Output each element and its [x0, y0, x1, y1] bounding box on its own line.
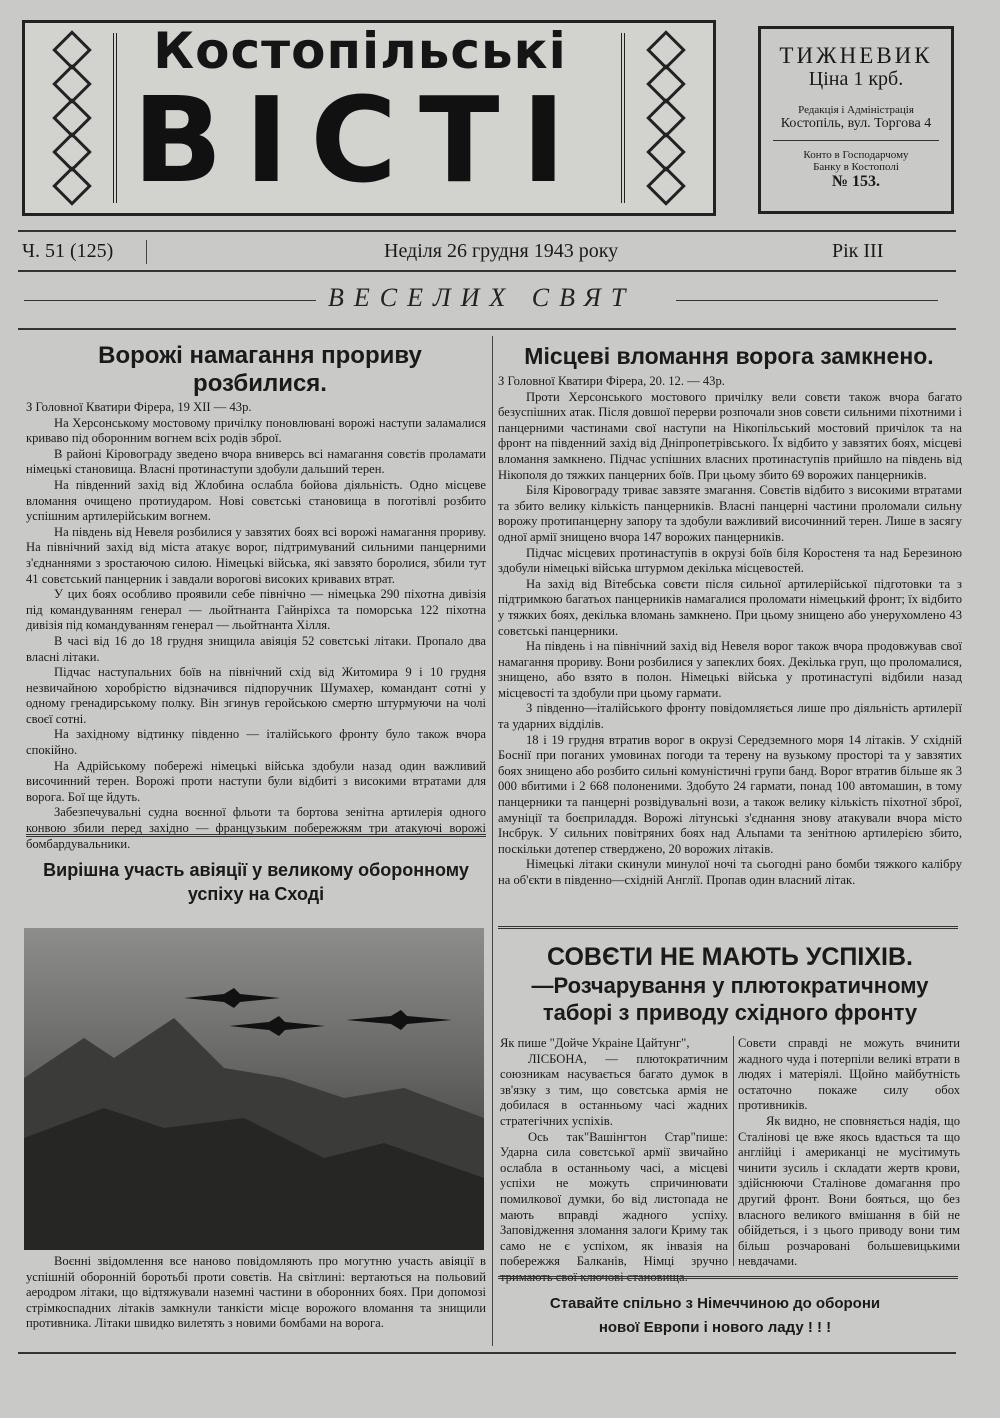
aircraft-icon — [346, 1010, 452, 1030]
aircraft-icon — [184, 988, 280, 1008]
paragraph: На захід від Вітебська совєти після сильної артилерійської підготовки та з підтримкою багатьох панцерників намагалися проломати німецький фронт; їх відбито у тяжких боях, декілька вломань замкнено. При цьому знищено або унерухомлено 43 совєтські панцерники. — [498, 576, 962, 638]
account-line-1: Конто в Господарчому — [803, 148, 909, 161]
issue-divider — [146, 240, 147, 264]
headline-aviation: Вирішна участь авіяції у великому оборонному успіху на Сході — [43, 860, 469, 904]
dateline-rule — [18, 270, 956, 272]
article-dateline: З Головної Кватири Фірера, 19 XII — 43р. — [26, 400, 252, 414]
top-rule — [18, 230, 956, 232]
issue-date: Неділя 26 грудня 1943 року — [384, 240, 619, 262]
paragraph: Німецькі літаки скинули минулої ночі та сьогодні рано бомби тяжкого калібру на об'єкти в південно—східній Англії. Пропав один власний літак. — [498, 857, 962, 887]
headline-left: Ворожі намагання прориву розбилися. — [98, 342, 422, 397]
slogan-top-rule — [498, 1276, 958, 1279]
editorial-label: Редакція і Адміністрація — [798, 104, 914, 117]
paragraph: Підчас наступальних боїв на північний схід від Житомира 9 і 10 грудня незвичайною хоробрістю відзначився підпоручник Шумахер, командант сотні у одному гренадирському полку. Він згинув геройською смертю штурмуючи на чолі своєї сотні. — [26, 665, 486, 726]
paragraph: Як пише "Дойче Украіне Цайтунг", — [500, 1036, 690, 1050]
subheadline-soviets: —Розчарування у плютократичному таборі з приводу східного фронту — [531, 973, 929, 1025]
paragraph: Біля Кіровограду триває завзяте змагання. Совєтів відбито з високими втратами та збито велику кількість панцерників. Власні панцерні частини проломали сильну ворожу протипанцерну запору та здобули важливий височинний терен. Лише в засягу одної армії знищено вчора 147 ворожих панцерників. — [498, 483, 962, 544]
paragraph: Забезпечувальні судна воєнної фльоти та бортова зенітна артилерія одного конвою збили перед західно — французьким побережжям три атакуючі ворожі бомбардувальники. — [26, 805, 486, 851]
holiday-banner: ВЕСЕЛИХ СВЯТ — [328, 283, 636, 312]
paragraph: На південний захід від Жлобина ослабла бойова діяльність. Одно місцеве вломання очищено протиударом. Нові совєтські становища в поготівлі розбито успішним артилерійським вогнем. — [26, 477, 486, 524]
paragraph: На Адрійському побережі німецькі війська здобули назад один важливий височинний терен. Ворожі проти наступи були відбиті з високими втратами для ворога. Бої ще йдуть. — [26, 758, 486, 804]
aviation-top-rule — [26, 834, 486, 837]
paragraph: На Херсонському мостовому причілку поновлювані ворожі наступи заламалися криваво під оборонним вогнем всіх родів зброї. — [26, 415, 486, 446]
headline-right: Місцеві вломання ворога замкнено. — [524, 343, 934, 369]
article-left — [26, 400, 486, 852]
article-dateline: З Головної Кватири Фірера, 20. 12. — 43р. — [498, 374, 725, 388]
paragraph: З південно—італійського фронту повідомляється лише про діяльність артилерії та ударних відділів. — [498, 701, 962, 732]
aircraft-group — [184, 988, 452, 1036]
column-divider — [492, 336, 493, 1346]
banner-rule-left — [24, 300, 316, 301]
soviets-column-2 — [738, 1036, 960, 1270]
headline-soviets: СОВЄТИ НЕ МАЮТЬ УСПІХІВ. — [547, 943, 913, 971]
weekly-label: ТИЖНЕВИК — [779, 43, 933, 68]
war-photo — [24, 928, 484, 1250]
bottom-rule — [18, 1352, 956, 1354]
paragraph: В районі Кіровограду зведено вчора вниверсь всі намагання совєтів проламати німецькі становища. Власні протинаступи здобули дальший терен. — [26, 446, 486, 477]
info-divider — [773, 140, 939, 141]
paragraph: ЛІСБОНА, — плютократичним союзникам насувається багато думок в зв'язку з тим, що совєтська армія не добилася в останньому часі жадних стратегічних успіхів. — [500, 1051, 728, 1128]
price: Ціна 1 крб. — [808, 68, 904, 91]
paragraph: Підчас місцевих протинаступів в окрузі боїв біля Коростеня та над Березиною здобули німецькі війська штурмом декілька місцевостей. — [498, 545, 962, 576]
caption-text: Воєнні звідомлення все наново повідомляють про могутню участь авіяції в успішній оборонній боротьбі проти совєтів. На світлині: вертаються на польовий аеродром літаки, що відтяжували наземні частини в оборонних боях. При допомозі стрімкоспадних літаків замкнули танкісти місце ворожого вломання та знищили противника. Літаки швидко вилетять з новими бомбами на ворога. — [26, 1254, 486, 1331]
paragraph: Совєти справді не можуть вчинити жадного чуда і потерпіли великі втрати в людях і матеріялі. Щойно майбутність остаточно покаже силу обох противників. — [738, 1036, 960, 1113]
soviets-column-1 — [500, 1036, 728, 1286]
newspaper-title: ВІСТІ — [132, 71, 588, 209]
photo-illustration — [24, 928, 484, 1250]
ornament-right — [621, 33, 707, 203]
issue-year: Рік III — [832, 240, 884, 262]
paragraph: Ось так"Вашінгтон Стар"пише: Ударна сила совєтської армії звичайно ослабла в останньому часі, а місцеві успіхи не можуть спричинювати помилкової думки, бо від листопада не мають вправді жадного успіху. Заповідження зломання залоги Криму так само не є успіхом, як інвазія на побережжя Балканів, Німці зручно тримають свої ключові становища. — [500, 1129, 728, 1284]
banner-bottom-rule — [18, 328, 956, 330]
info-box — [758, 26, 954, 214]
soviets-top-rule — [498, 926, 958, 929]
paragraph: Як видно, не сповняється надія, що Сталінові це вже якось вдасться та що англійці і американці не мусітимуть чинити зусиль і складати жертв крови, здійснюючи Сталінове домагання про другий фронт. Вони бояться, що без власного великого вмішання в бій не обійдеться, і з цього приводу вони тим більш розчаровані большевицькими невдачами. — [738, 1113, 960, 1269]
article-right — [498, 374, 962, 889]
aircraft-icon — [229, 1016, 325, 1036]
slogan: Ставайте спільно з Німеччиною до оборони нової Европи і нового ладу ! ! ! — [549, 1295, 881, 1336]
newspaper-subtitle: Костопільські — [153, 22, 567, 80]
photo-caption — [26, 1254, 486, 1332]
banner-rule-right — [676, 300, 938, 301]
paragraph: На західному відтинку південно — італійського фронту було також вчора спокійно. — [26, 727, 486, 758]
paragraph: В часі від 16 до 18 грудня знищила авіяція 52 совєтські літаки. Пропало два власні літаки. — [26, 633, 486, 664]
paragraph: У цих боях особливо проявили себе північно — німецька 290 піхотна дивізія під командуванням генерал — льойтнанта Гайнріхса та поморська 122 піхотна дивізія під командуванням генерал — льойтнанта Хілля. — [26, 587, 486, 633]
issue-number: Ч. 51 (125) — [22, 240, 114, 262]
paragraph: 18 і 19 грудня втратив ворог в окрузі Середземного моря 14 літаків. У східній Боснії при поганих умовинах погоди та терену на вузькому просторі та у завзятих боях знищено або розбито сильні комуністичні групи банд. Ворог втратив більше як 3 000 вбитими і 2 668 полоненими. Здобуто 24 гармати, понад 100 автомашин, в тому панцерники та панцерні розвідувальні вози, а також велику кількість піхотної зброї, амуніції та боєприладдя. Ворожі літунські з'єднання знову атакували вчора місто Інсбрук. У сильних повітряних боях над Альпами та зенітною артилерією збито, поскільки дотепер ствердженo, 20 ворожих літаків. — [498, 732, 962, 856]
account-line-2: Банку в Костополі — [813, 160, 899, 173]
soviets-column-divider — [733, 1036, 734, 1266]
paragraph: На південь і на північний захід від Невеля ворог також вчора продовжував свої намагання прориву. Вони розбилися у запеклих боях. Декілька груп, що проломалися, знищено, або взято в полон. Німецькі війська у протинаступі відбили назад місцевості та здобули при цьому гармати. — [498, 639, 962, 700]
paragraph: Проти Херсонського мостового причілку вели совєти також вчора багато безуспішних атак. Після довшої перерви розпочали знов совєти сильними піхотними і панцерними частинами свої наступи на Нікопільський мостовий причілок та на фронт на південний захід від Дніпропетрівського. Їх відбито у завзятих боях, місцеві вломання замкнено. Підчас успішних власних протинаступів прийшло на південь від Нікополя до тяжких панцерних боїв. При цьому збито 69 ворожих панцерників. — [498, 389, 962, 482]
paragraph: На південь від Невеля розбилися у завзятих боях всі ворожі намагання прориву. На північний захід від міста атакує ворог, підтримуваний сильними панцерними з'єднаннями з зростаючою силою. Німецькі війська, які завзято боролися, збили тут 41 совєтський панцерник і завдали ворогові високих кривавих втрат. — [26, 524, 486, 586]
account-number: № 153. — [831, 172, 881, 190]
address: Костопіль, вул. Торгова 4 — [780, 116, 932, 132]
